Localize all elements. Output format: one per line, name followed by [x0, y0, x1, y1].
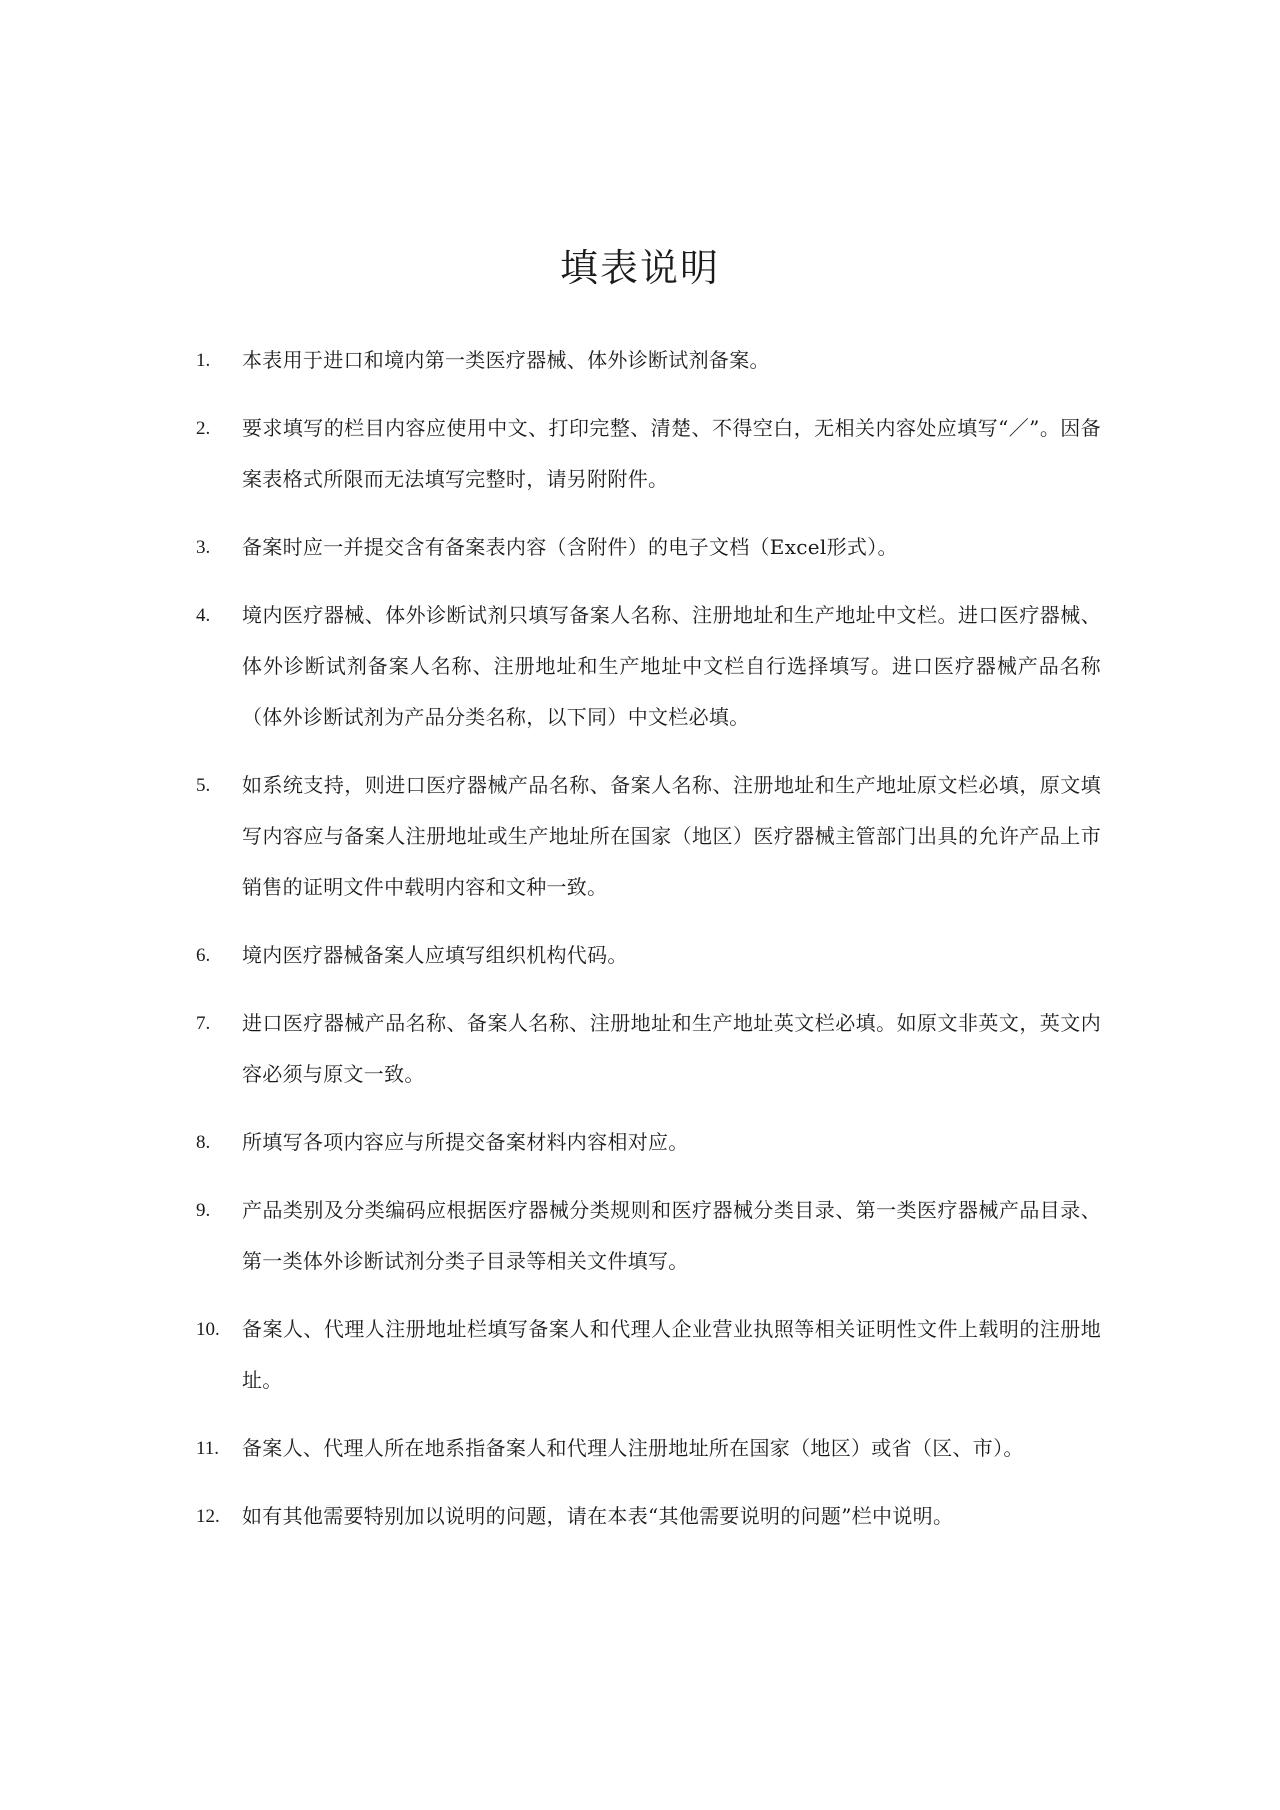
list-item [196, 522, 1101, 573]
item-text: 境内医疗器械备案人应填写组织机构代码。 [242, 943, 628, 967]
list-item [196, 1423, 1101, 1474]
list-item [196, 1304, 1101, 1406]
list-item [196, 1491, 1101, 1542]
item-text: 如有其他需要特别加以说明的问题，请在本表“其他需要说明的问题”栏中说明。 [242, 1504, 954, 1528]
item-text: 备案人、代理人注册地址栏填写备案人和代理人企业营业执照等相关证明性文件上载明的注册地址。 [242, 1317, 1101, 1392]
item-number: 8. [196, 1132, 211, 1153]
list-item [196, 760, 1101, 913]
item-text: 如系统支持，则进口医疗器械产品名称、备案人名称、注册地址和生产地址原文栏必填，原文填写内容应与备案人注册地址或生产地址所在国家（地区）医疗器械主管部门出具的允许产品上市销售的证明文件中载明内容和文种一致。 [242, 773, 1101, 899]
item-number: 4. [196, 605, 211, 626]
list-item [196, 335, 1101, 386]
item-text: 境内医疗器械、体外诊断试剂只填写备案人名称、注册地址和生产地址中文栏。进口医疗器械、体外诊断试剂备案人名称、注册地址和生产地址中文栏自行选择填写。进口医疗器械产品名称（体外诊断试剂为产品分类名称，以下同）中文栏必填。 [242, 603, 1101, 729]
item-number: 2. [196, 418, 211, 439]
item-text: 进口医疗器械产品名称、备案人名称、注册地址和生产地址英文栏必填。如原文非英文，英文内容必须与原文一致。 [242, 1011, 1101, 1086]
item-number: 12. [196, 1506, 220, 1527]
item-text: 要求填写的栏目内容应使用中文、打印完整、清楚、不得空白，无相关内容处应填写“／”。因备案表格式所限而无法填写完整时，请另附附件。 [242, 416, 1101, 491]
item-text: 备案人、代理人所在地系指备案人和代理人注册地址所在国家（地区）或省（区、市）。 [242, 1436, 1024, 1460]
list-item [196, 1185, 1101, 1287]
item-number: 1. [196, 350, 211, 371]
list-item [196, 1117, 1101, 1168]
list-item [196, 998, 1101, 1100]
item-text: 产品类别及分类编码应根据医疗器械分类规则和医疗器械分类目录、第一类医疗器械产品目录、第一类体外诊断试剂分类子目录等相关文件填写。 [242, 1198, 1101, 1273]
item-number: 7. [196, 1013, 211, 1034]
item-number: 6. [196, 945, 211, 966]
item-number: 10. [196, 1319, 220, 1340]
item-text: 备案时应一并提交含有备案表内容（含附件）的电子文档（Excel形式）。 [242, 535, 898, 559]
list-item [196, 403, 1101, 505]
list-item [196, 930, 1101, 981]
item-number: 5. [196, 775, 211, 796]
page-title: 填表说明 [559, 246, 720, 290]
item-number: 9. [196, 1200, 211, 1221]
item-text: 所填写各项内容应与所提交备案材料内容相对应。 [242, 1130, 689, 1154]
item-number: 11. [196, 1438, 220, 1459]
instruction-list [196, 335, 1101, 1559]
list-item [196, 590, 1101, 743]
item-text: 本表用于进口和境内第一类医疗器械、体外诊断试剂备案。 [242, 348, 770, 372]
item-number: 3. [196, 537, 211, 558]
